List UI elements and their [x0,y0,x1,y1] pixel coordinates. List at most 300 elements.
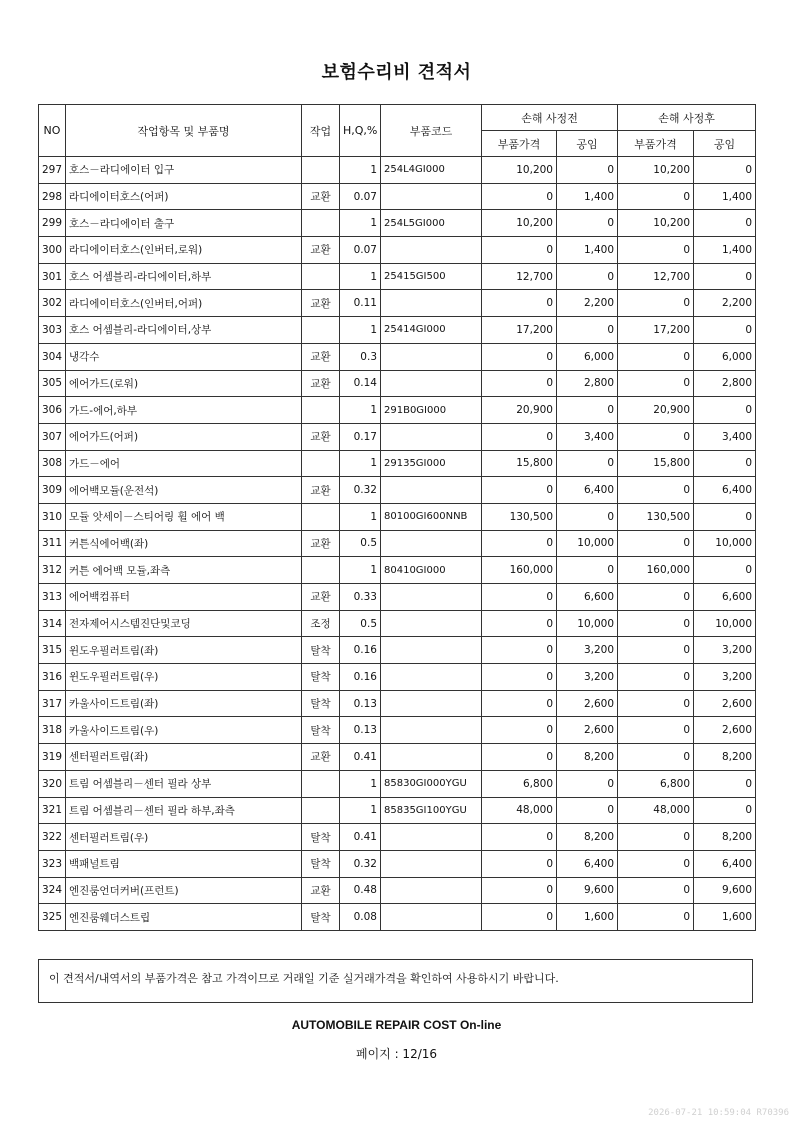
cell-after-part-price: 0 [618,370,694,397]
cell-no: 317 [39,690,66,717]
cell-before-part-price: 15,800 [482,450,557,477]
cell-code [381,904,482,931]
table-row [39,210,756,237]
cell-after-part-price: 0 [618,423,694,450]
cell-code [381,183,482,210]
cell-before-part-price: 0 [482,290,557,317]
cell-after-labor: 1,400 [694,183,756,210]
cell-after-labor: 0 [694,557,756,584]
cell-work [302,317,340,344]
cell-after-part-price: 10,200 [618,157,694,184]
cell-hq: 0.32 [340,477,381,504]
cell-after-part-price: 0 [618,877,694,904]
cell-hq: 0.13 [340,690,381,717]
cell-item: 백패널트림 [66,850,302,877]
cell-no: 320 [39,770,66,797]
cell-no: 322 [39,824,66,851]
cell-before-labor: 8,200 [557,744,618,771]
cell-after-labor: 0 [694,263,756,290]
table-row [39,503,756,530]
cell-no: 309 [39,477,66,504]
header-item: 작업항목 및 부품명 [66,105,302,157]
table-row [39,397,756,424]
cell-after-labor: 2,600 [694,690,756,717]
cell-no: 325 [39,904,66,931]
table-row [39,237,756,264]
cell-hq: 0.41 [340,824,381,851]
table-row [39,343,756,370]
cell-work [302,210,340,237]
cell-before-labor: 2,800 [557,370,618,397]
cell-code: 29135GI000 [381,450,482,477]
table-row [39,317,756,344]
cell-no: 318 [39,717,66,744]
cell-no: 315 [39,637,66,664]
cell-no: 310 [39,503,66,530]
cell-before-labor: 0 [557,557,618,584]
cell-hq: 1 [340,210,381,237]
cell-hq: 0.14 [340,370,381,397]
cell-after-part-price: 0 [618,904,694,931]
cell-work [302,397,340,424]
cell-before-labor: 6,600 [557,584,618,611]
cell-no: 306 [39,397,66,424]
cell-work: 탈착 [302,690,340,717]
cell-before-part-price: 48,000 [482,797,557,824]
cell-item: 에어가드(로워) [66,370,302,397]
cell-no: 307 [39,423,66,450]
cell-after-part-price: 0 [618,717,694,744]
cell-before-part-price: 0 [482,904,557,931]
notice-box [38,959,753,1003]
cell-before-labor: 0 [557,317,618,344]
cell-after-part-price: 6,800 [618,770,694,797]
cell-after-part-price: 160,000 [618,557,694,584]
cell-code: 85830GI000YGU [381,770,482,797]
table-row [39,290,756,317]
cell-after-part-price: 0 [618,850,694,877]
cell-before-part-price: 0 [482,717,557,744]
table-row [39,557,756,584]
cell-item: 커튼 에어백 모듈,좌측 [66,557,302,584]
cell-after-labor: 10,000 [694,530,756,557]
header-no: NO [39,105,66,157]
cell-before-part-price: 0 [482,850,557,877]
cell-no: 300 [39,237,66,264]
cell-before-part-price: 6,800 [482,770,557,797]
cell-after-labor: 3,200 [694,664,756,691]
table-row [39,744,756,771]
cell-code: 85835GI100YGU [381,797,482,824]
cell-code [381,610,482,637]
cell-before-part-price: 12,700 [482,263,557,290]
cell-hq: 1 [340,503,381,530]
table-row [39,717,756,744]
cell-hq: 0.07 [340,183,381,210]
cell-no: 314 [39,610,66,637]
cell-before-part-price: 0 [482,477,557,504]
cell-item: 트림 어셈블리－센터 필라 상부 [66,770,302,797]
table-row [39,610,756,637]
cell-code [381,584,482,611]
cell-hq: 0.07 [340,237,381,264]
header-hq: H,Q,% [340,105,381,157]
cell-hq: 0.41 [340,744,381,771]
cell-code [381,237,482,264]
cell-no: 305 [39,370,66,397]
cell-hq: 0.16 [340,637,381,664]
cell-no: 313 [39,584,66,611]
cell-after-labor: 0 [694,770,756,797]
cell-before-part-price: 20,900 [482,397,557,424]
cell-no: 299 [39,210,66,237]
cell-no: 324 [39,877,66,904]
cell-work: 교환 [302,477,340,504]
cell-after-labor: 0 [694,317,756,344]
cell-before-labor: 9,600 [557,877,618,904]
cell-no: 321 [39,797,66,824]
table-row [39,797,756,824]
cell-hq: 0.5 [340,610,381,637]
cell-code: 80410GI000 [381,557,482,584]
cell-no: 297 [39,157,66,184]
cell-work [302,557,340,584]
cell-hq: 0.32 [340,850,381,877]
cell-work: 교환 [302,183,340,210]
cell-code [381,690,482,717]
cell-code: 25414GI000 [381,317,482,344]
cell-item: 호스－라디에이터 출구 [66,210,302,237]
cell-after-part-price: 0 [618,183,694,210]
cell-hq: 0.13 [340,717,381,744]
cell-item: 커튼식에어백(좌) [66,530,302,557]
header-before-labor: 공임 [557,131,618,157]
cell-item: 에어가드(어퍼) [66,423,302,450]
cell-hq: 0.11 [340,290,381,317]
cell-after-labor: 8,200 [694,824,756,851]
cell-after-labor: 0 [694,157,756,184]
cell-code: 291B0GI000 [381,397,482,424]
cell-before-part-price: 0 [482,183,557,210]
cell-before-labor: 0 [557,157,618,184]
cell-no: 319 [39,744,66,771]
cell-before-labor: 3,200 [557,664,618,691]
cell-before-labor: 0 [557,503,618,530]
cell-after-part-price: 0 [618,290,694,317]
cell-after-part-price: 0 [618,343,694,370]
cell-after-part-price: 0 [618,824,694,851]
cell-work: 교환 [302,343,340,370]
cell-before-part-price: 0 [482,637,557,664]
cell-work: 교환 [302,744,340,771]
cell-before-labor: 6,400 [557,477,618,504]
cell-after-labor: 0 [694,210,756,237]
table-row [39,690,756,717]
cell-before-labor: 0 [557,770,618,797]
cell-item: 호스 어셈블리-라디에이터,상부 [66,317,302,344]
cell-before-part-price: 0 [482,610,557,637]
cell-item: 전자제어시스템진단및코딩 [66,610,302,637]
cell-before-labor: 1,400 [557,183,618,210]
cell-code [381,664,482,691]
cell-before-part-price: 0 [482,877,557,904]
cell-before-part-price: 0 [482,423,557,450]
cell-after-labor: 0 [694,450,756,477]
cell-after-labor: 2,200 [694,290,756,317]
cell-after-part-price: 0 [618,744,694,771]
table-row [39,664,756,691]
cell-code [381,824,482,851]
cell-before-part-price: 10,200 [482,157,557,184]
cell-after-part-price: 15,800 [618,450,694,477]
cell-item: 트림 어셈블리－센터 필라 하부,좌측 [66,797,302,824]
cell-code: 254L5GI000 [381,210,482,237]
cell-no: 311 [39,530,66,557]
cell-work: 탈착 [302,717,340,744]
cell-code [381,744,482,771]
cell-after-labor: 6,400 [694,850,756,877]
cell-before-labor: 0 [557,450,618,477]
table-row [39,183,756,210]
cell-before-part-price: 0 [482,530,557,557]
cell-hq: 1 [340,317,381,344]
cell-item: 호스 어셈블리-라디에이터,하부 [66,263,302,290]
cell-work: 교환 [302,370,340,397]
cell-work [302,770,340,797]
cell-work: 교환 [302,530,340,557]
cell-work [302,263,340,290]
cell-before-part-price: 0 [482,690,557,717]
cell-no: 308 [39,450,66,477]
header-before-part-price: 부품가격 [482,131,557,157]
table-row [39,770,756,797]
cell-before-part-price: 0 [482,664,557,691]
cell-item: 가드－에어 [66,450,302,477]
cell-item: 센터필러트림(좌) [66,744,302,771]
cell-no: 316 [39,664,66,691]
cell-before-part-price: 0 [482,584,557,611]
cell-hq: 0.3 [340,343,381,370]
cell-after-labor: 2,800 [694,370,756,397]
cell-item: 에어백컴퓨터 [66,584,302,611]
cell-after-labor: 9,600 [694,877,756,904]
table-row [39,370,756,397]
cell-no: 303 [39,317,66,344]
table-row [39,904,756,931]
cell-before-labor: 3,400 [557,423,618,450]
cell-code [381,343,482,370]
cell-no: 304 [39,343,66,370]
estimate-rows [39,157,756,931]
cell-after-labor: 10,000 [694,610,756,637]
table-row [39,423,756,450]
notice-text: 이 견적서/내역서의 부품가격은 참고 가격이므로 거래일 기준 실거래가격을 확인하여 사용하시기 바랍니다. [49,972,559,985]
cell-after-part-price: 130,500 [618,503,694,530]
cell-before-labor: 1,400 [557,237,618,264]
cell-after-labor: 8,200 [694,744,756,771]
table-row [39,263,756,290]
cell-hq: 1 [340,797,381,824]
cell-after-part-price: 0 [618,530,694,557]
cell-work: 탈착 [302,850,340,877]
cell-after-labor: 6,600 [694,584,756,611]
cell-after-labor: 0 [694,797,756,824]
cell-hq: 1 [340,770,381,797]
cell-before-labor: 3,200 [557,637,618,664]
cell-work: 탈착 [302,824,340,851]
cell-item: 라디에이터호스(인버터,어퍼) [66,290,302,317]
cell-hq: 1 [340,450,381,477]
cell-after-part-price: 0 [618,664,694,691]
cell-no: 312 [39,557,66,584]
header-after-part-price: 부품가격 [618,131,694,157]
cell-before-part-price: 0 [482,343,557,370]
cell-work [302,503,340,530]
cell-before-part-price: 160,000 [482,557,557,584]
cell-item: 모듈 앗세이－스티어링 휠 에어 백 [66,503,302,530]
cell-after-part-price: 0 [618,477,694,504]
cell-before-labor: 2,600 [557,717,618,744]
cell-work: 교환 [302,290,340,317]
cell-work: 교환 [302,584,340,611]
cell-item: 센터필러트림(우) [66,824,302,851]
cell-hq: 0.33 [340,584,381,611]
cell-after-part-price: 20,900 [618,397,694,424]
cell-after-labor: 2,600 [694,717,756,744]
cell-before-labor: 1,600 [557,904,618,931]
table-row [39,477,756,504]
cell-after-part-price: 10,200 [618,210,694,237]
cell-work: 탈착 [302,664,340,691]
cell-code [381,530,482,557]
page-number: 페이지 : 12/16 [355,1047,438,1061]
cell-item: 라디에이터호스(어퍼) [66,183,302,210]
cell-code: 254L4GI000 [381,157,482,184]
cell-no: 298 [39,183,66,210]
cell-hq: 1 [340,157,381,184]
cell-code [381,850,482,877]
cell-code: 80100GI600NNB [381,503,482,530]
cell-after-part-price: 12,700 [618,263,694,290]
timestamp-stamp: 2026-07-21 10:59:04 R70396 [648,1108,789,1118]
cell-work [302,157,340,184]
table-row [39,824,756,851]
cell-hq: 1 [340,397,381,424]
table-row [39,877,756,904]
cell-before-labor: 10,000 [557,530,618,557]
cell-before-labor: 0 [557,263,618,290]
header-before: 손해 사정전 [482,105,618,131]
cell-item: 카울사이드트림(우) [66,717,302,744]
estimate-table [38,104,756,931]
cell-hq: 0.17 [340,423,381,450]
cell-work: 교환 [302,237,340,264]
cell-code [381,877,482,904]
cell-item: 엔진룸언더커버(프런트) [66,877,302,904]
header-after: 손해 사정후 [618,105,756,131]
table-row [39,637,756,664]
cell-before-labor: 6,400 [557,850,618,877]
cell-code: 25415GI500 [381,263,482,290]
table-row [39,584,756,611]
cell-before-labor: 0 [557,797,618,824]
cell-before-labor: 0 [557,397,618,424]
cell-before-labor: 2,600 [557,690,618,717]
cell-hq: 0.48 [340,877,381,904]
cell-after-labor: 6,400 [694,477,756,504]
brand-footer: AUTOMOBILE REPAIR COST On-line [291,1018,502,1032]
cell-item: 엔진룸웨더스트립 [66,904,302,931]
cell-before-labor: 0 [557,210,618,237]
cell-hq: 1 [340,557,381,584]
cell-work: 조정 [302,610,340,637]
cell-item: 냉각수 [66,343,302,370]
cell-no: 302 [39,290,66,317]
cell-after-labor: 1,400 [694,237,756,264]
table-row [39,450,756,477]
cell-code [381,637,482,664]
cell-item: 가드-에어,하부 [66,397,302,424]
cell-item: 카울사이드트림(좌) [66,690,302,717]
cell-code [381,477,482,504]
cell-after-labor: 3,200 [694,637,756,664]
cell-code [381,290,482,317]
cell-before-part-price: 130,500 [482,503,557,530]
cell-work: 탈착 [302,904,340,931]
cell-code [381,423,482,450]
cell-before-labor: 2,200 [557,290,618,317]
cell-no: 301 [39,263,66,290]
cell-item: 라디에이터호스(인버터,로워) [66,237,302,264]
cell-work: 교환 [302,877,340,904]
cell-after-labor: 1,600 [694,904,756,931]
cell-after-labor: 6,000 [694,343,756,370]
cell-hq: 0.5 [340,530,381,557]
cell-after-part-price: 0 [618,637,694,664]
header-work: 작업 [302,105,340,157]
header-after-labor: 공임 [694,131,756,157]
cell-before-labor: 6,000 [557,343,618,370]
cell-before-part-price: 17,200 [482,317,557,344]
cell-after-part-price: 0 [618,690,694,717]
cell-after-part-price: 0 [618,237,694,264]
header-code: 부품코드 [381,105,482,157]
cell-after-labor: 0 [694,503,756,530]
cell-after-labor: 3,400 [694,423,756,450]
cell-hq: 0.08 [340,904,381,931]
table-row [39,530,756,557]
cell-after-labor: 0 [694,397,756,424]
cell-before-part-price: 10,200 [482,210,557,237]
document-title: 보험수리비 견적서 [321,62,472,83]
cell-work [302,797,340,824]
cell-before-part-price: 0 [482,370,557,397]
cell-item: 윈도우필러트림(우) [66,664,302,691]
table-row [39,850,756,877]
cell-item: 윈도우필러트림(좌) [66,637,302,664]
cell-code [381,370,482,397]
cell-after-part-price: 0 [618,584,694,611]
cell-after-part-price: 17,200 [618,317,694,344]
cell-before-labor: 10,000 [557,610,618,637]
cell-after-part-price: 0 [618,610,694,637]
cell-item: 호스－라디에이터 입구 [66,157,302,184]
cell-work: 탈착 [302,637,340,664]
cell-item: 에어백모듈(운전석) [66,477,302,504]
table-row [39,157,756,184]
cell-no: 323 [39,850,66,877]
cell-code [381,717,482,744]
